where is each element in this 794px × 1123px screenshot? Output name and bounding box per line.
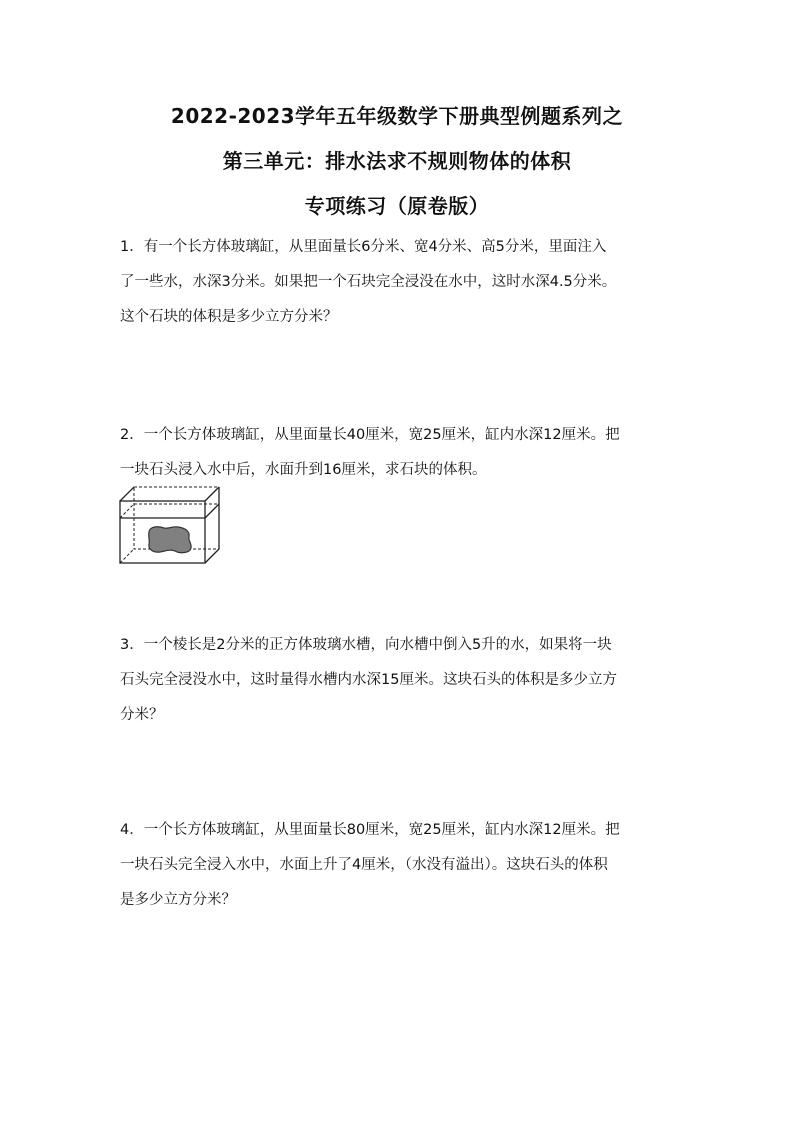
title-line-2: 第三单元：排水法求不规则物体的体积 bbox=[222, 149, 572, 173]
title-line-1: 2022-2023学年五年级数学下册典型例题系列之 bbox=[170, 104, 624, 128]
title-line-3: 专项练习（原卷版） bbox=[304, 194, 490, 218]
glass-tank-with-stone-icon bbox=[118, 486, 222, 566]
question-3: 3．一个棱长是2分米的正方体玻璃水槽，向水槽中倒入5升的水，如果将一块 石头完全浸没水中，这时量得水槽内水深15厘米。这块石头的体积是多少立方 分米？ bbox=[120, 637, 617, 723]
question-2: 2．一个长方体玻璃缸，从里面量长40厘米，宽25厘米，缸内水深12厘米。把 一块石头浸入水中后，水面升到16厘米，求石块的体积。 bbox=[120, 427, 620, 478]
question-1: 1．有一个长方体玻璃缸，从里面量长6分米、宽4分米、高5分米，里面注入 了一些水，水深3分米。如果把一个石块完全浸没在水中，这时水深4.5分米。 这个石块的体积是多少立方分米？ bbox=[120, 239, 617, 325]
question-4: 4．一个长方体玻璃缸，从里面量长80厘米，宽25厘米，缸内水深12厘米。把 一块石头完全浸入水中，水面上升了4厘米，（水没有溢出）。这块石头的体积 是多少立方分米？ bbox=[120, 822, 620, 908]
stone-shape bbox=[149, 527, 191, 553]
